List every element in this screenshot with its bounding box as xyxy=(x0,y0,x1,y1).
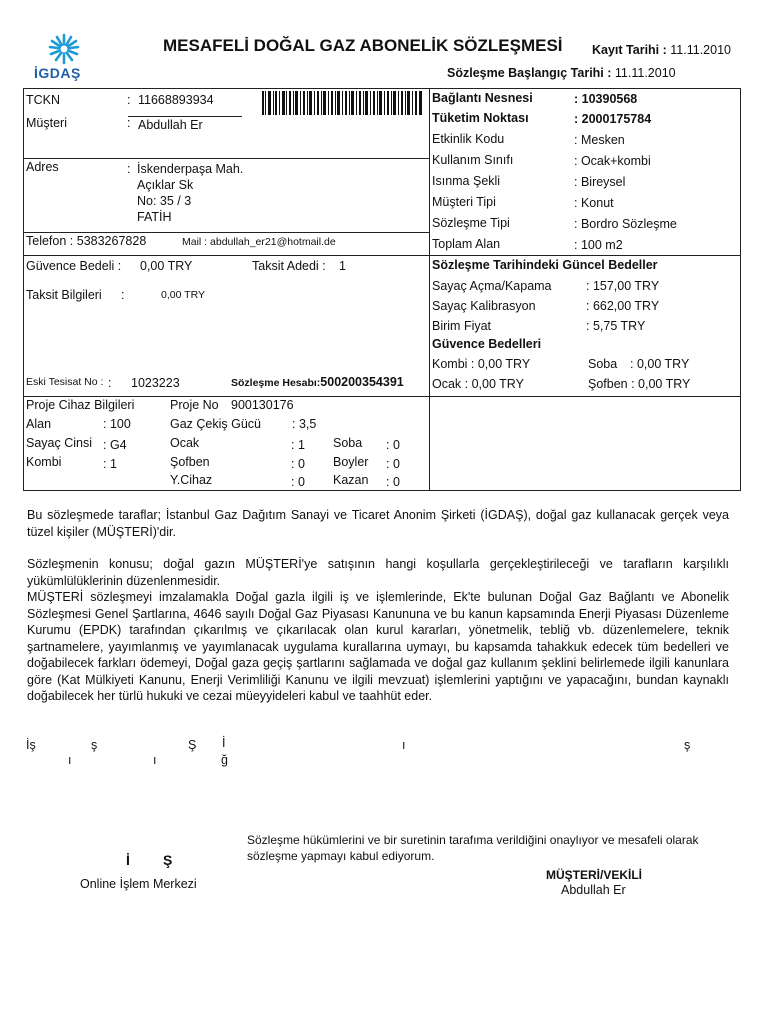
divider xyxy=(23,158,429,159)
toplam-alan-label: Toplam Alan xyxy=(432,237,501,251)
tuketim-label: Tüketim Noktası xyxy=(432,111,529,125)
residue-glyph: ş xyxy=(91,738,98,752)
logo-text: İGDAŞ xyxy=(34,65,81,81)
gaz-label: Gaz Çekiş Gücü xyxy=(170,417,262,431)
residue-glyph: ı xyxy=(153,753,157,767)
mail-label: Mail : xyxy=(182,236,208,248)
ycihaz-value: : 0 xyxy=(291,475,305,489)
barcode-icon xyxy=(262,91,422,115)
tuketim-number: 2000175784 xyxy=(581,112,652,126)
residue-glyph: İş xyxy=(26,738,36,752)
proje-title: Proje Cihaz Bilgileri xyxy=(26,398,135,412)
musteri-value: Abdullah Er xyxy=(138,118,203,132)
sig-glyph-left: Ş xyxy=(163,852,173,868)
fee-label: Birim Fiyat xyxy=(432,319,492,333)
sozlesme-hesabi-value: 500200354391 xyxy=(320,375,404,389)
residue-glyph: ı xyxy=(68,753,72,767)
mail-value: abdullah_er21@hotmail.de xyxy=(210,236,336,248)
taksit-adedi-value: 1 xyxy=(339,259,346,273)
kombi-label: Kombi xyxy=(26,455,62,469)
musteri-tipi-text: Konut xyxy=(580,196,614,210)
mail xyxy=(182,236,336,248)
etkinlik-text: Mesken xyxy=(580,133,625,147)
gaz-value: : 3,5 xyxy=(292,417,317,431)
fees-title: Sözleşme Tarihindeki Güncel Bedeller xyxy=(432,258,658,272)
telefon xyxy=(26,234,146,248)
guvence-soba-label: Soba xyxy=(588,357,618,371)
sayac-label: Sayaç Cinsi xyxy=(26,436,92,450)
telefon-value: 5383267828 xyxy=(76,234,147,248)
fee-value: : 5,75 TRY xyxy=(586,319,646,333)
kayit-tarihi xyxy=(592,43,731,57)
eski-tesisat-value: 1023223 xyxy=(131,376,180,390)
divider xyxy=(429,88,430,491)
sayac-value: : G4 xyxy=(103,438,127,452)
ocak-label: Ocak xyxy=(170,436,200,450)
eski-tesisat-label: Eski Tesisat No : xyxy=(26,376,104,388)
sozlesme-tipi-label: Sözleşme Tipi xyxy=(432,216,510,230)
boyler-label: Boyler xyxy=(333,455,369,469)
fee-value: : 157,00 TRY xyxy=(586,279,660,293)
sozlesme-hesabi-label: Sözleşme Hesabı: xyxy=(231,377,321,389)
gas-flame-logo-icon xyxy=(38,32,90,66)
musteri-tipi-label: Müşteri Tipi xyxy=(432,195,496,209)
baslangic-label: Sözleşme Başlangıç Tarihi : xyxy=(447,66,612,80)
guvence-soba-value: : 0,00 TRY xyxy=(630,357,690,371)
sozlesme-tipi-value: : Bordro Sözleşme xyxy=(574,217,677,231)
adres-line: FATİH xyxy=(137,210,172,224)
taksit-adedi-label: Taksit Adedi : xyxy=(252,259,326,273)
boyler-value: : 0 xyxy=(386,457,400,471)
fee-value: : 662,00 TRY xyxy=(586,299,660,313)
etkinlik-value: : Mesken xyxy=(574,133,625,147)
ocak-value: : 1 xyxy=(291,438,305,452)
page-title: MESAFELİ DOĞAL GAZ ABONELİK SÖZLEŞMESİ xyxy=(163,36,563,55)
telefon-label: Telefon : xyxy=(26,234,74,248)
residue-glyph: ı xyxy=(402,738,406,752)
kayit-value: 11.11.2010 xyxy=(670,43,731,57)
sofben-value: : 0 xyxy=(291,457,305,471)
fee-label: Sayaç Açma/Kapama xyxy=(432,279,552,293)
barcode xyxy=(262,91,422,115)
kullanim-value: : Ocak+kombi xyxy=(574,154,651,168)
divider xyxy=(23,255,741,256)
customer-role: MÜŞTERİ/VEKİLİ xyxy=(546,868,643,882)
kullanim-text: Ocak+kombi xyxy=(580,154,651,168)
baslangic-tarihi xyxy=(447,66,676,80)
alan-value: : 100 xyxy=(103,417,131,431)
kazan-value: : 0 xyxy=(386,475,400,489)
guvence-sofben: Şofben : 0,00 TRY xyxy=(588,377,691,391)
residue-glyph: İ xyxy=(222,736,226,750)
kazan-label: Kazan xyxy=(333,473,369,487)
guvence-ocak: Ocak : 0,00 TRY xyxy=(432,377,524,391)
colon: : xyxy=(127,162,131,176)
divider xyxy=(128,116,242,117)
residue-glyph: ş xyxy=(684,738,691,752)
guvence-bedeli-label: Güvence Bedeli : xyxy=(26,259,122,273)
sozlesme-tipi-text: Bordro Sözleşme xyxy=(580,217,677,231)
guvence-bedelleri-title: Güvence Bedelleri xyxy=(432,337,542,351)
online-islem-merkezi: Online İşlem Merkezi xyxy=(80,877,197,891)
baglanti-number: 10390568 xyxy=(581,92,638,106)
sozlesme-hesabi xyxy=(231,375,404,389)
adres-label: Adres xyxy=(26,160,59,174)
adres-line: Açıklar Sk xyxy=(137,178,194,192)
guvence-bedeli-value: 0,00 TRY xyxy=(140,259,193,273)
kombi-value: : 1 xyxy=(103,457,117,471)
sofben-label: Şofben xyxy=(170,455,210,469)
customer-signature-name: Abdullah Er xyxy=(561,883,626,897)
colon: : xyxy=(127,93,131,107)
proje-no-label: Proje No xyxy=(170,398,219,412)
colon: : xyxy=(127,116,131,130)
guvence-kombi: Kombi : 0,00 TRY xyxy=(432,357,531,371)
paragraph-parties: Bu sözleşmede taraflar; İstanbul Gaz Dağıtım Sanayi ve Ticaret Anonim Şirketi (İGDAŞ), doğal gaz kullanacak gerçek veya tüzel kişiler (MÜŞTERİ)'dir. xyxy=(27,508,729,539)
kayit-label: Kayıt Tarihi : xyxy=(592,43,667,57)
baslangic-value: 11.11.2010 xyxy=(614,66,676,80)
colon: : xyxy=(108,376,112,390)
isinma-label: Isınma Şekli xyxy=(432,174,501,188)
toplam-alan-text: 100 m2 xyxy=(580,238,623,252)
colon: : xyxy=(121,288,125,302)
isinma-value: : Bireysel xyxy=(574,175,626,189)
paragraph-subject: Sözleşmenin konusu; doğal gazın MÜŞTERİ'ye satışının hangi koşullarla gerçekleştirileceği ve tarafların karşılıklı yükümlülüklerinin düzenlenmesidir. xyxy=(27,557,729,588)
consent-text: Sözleşme hükümlerini ve bir suretinin tarafıma verildiğini onaylıyor ve mesafeli olarak sözleşme yapmayı kabul ediyorum. xyxy=(247,833,699,863)
fee-label: Sayaç Kalibrasyon xyxy=(432,299,536,313)
musteri-tipi-value: : Konut xyxy=(574,196,614,210)
kullanim-label: Kullanım Sınıfı xyxy=(432,153,514,167)
taksit-bilgileri-value: 0,00 TRY xyxy=(161,289,205,301)
soba-value: : 0 xyxy=(386,438,400,452)
adres-line: No: 35 / 3 xyxy=(137,194,192,208)
toplam-alan-value: : 100 m2 xyxy=(574,238,623,252)
isinma-text: Bireysel xyxy=(580,175,626,189)
adres-line: İskenderpaşa Mah. xyxy=(137,162,244,176)
tckn-label: TCKN xyxy=(26,93,61,107)
sig-glyph-left: İ xyxy=(126,852,130,868)
taksit-bilgileri-label: Taksit Bilgileri xyxy=(26,288,102,302)
alan-label: Alan xyxy=(26,417,52,431)
musteri-label: Müşteri xyxy=(26,116,67,130)
residue-glyph: ğ xyxy=(221,753,228,767)
ycihaz-label: Y.Cihaz xyxy=(170,473,213,487)
proje-no-value: 900130176 xyxy=(231,398,294,412)
baglanti-value: : 10390568 xyxy=(574,92,638,106)
tuketim-value: : 2000175784 xyxy=(574,112,652,126)
divider xyxy=(23,396,741,397)
igdas-logo xyxy=(34,32,90,82)
tckn-value: 11668893934 xyxy=(138,93,214,107)
soba-label: Soba xyxy=(333,436,363,450)
residue-glyph: Ş xyxy=(188,738,197,752)
etkinlik-label: Etkinlik Kodu xyxy=(432,132,505,146)
paragraph-obligations: MÜŞTERİ sözleşmeyi imzalamakla Doğal gazla ilgili iş ve işlemlerinde, Ek'te bulunan Doğal Gaz Bağlantı ve Abonelik Sözleşmesi Genel Şartlarına, 4646 sayılı Doğal Gaz Piyasası Kanununa ve bu kanun kapsamında Enerji Piyasası Düzenleme Kurumu (EPDK) tarafından çıkarılmış ve çıkarılacak olan kurul kararları, yönetmelik, tebliğ vb. düzenlemelere, teknik şartnamelere, yayımlanmış ve yayımlanacak uygulama kurallarına uymayı, bu kapsamda tahakkuk edecek tüm bedelleri ve doğabilecek farkları ödemeyi, Doğal gaza geçiş şartlarını sağlamada ve doğal gaz kullanım şeklini belirlemede ilgili kanunlara göre (Kat Mülkiyeti Kanunu, Enerji Verimliliği Kanunu ve ilgili mevzuat) işlemlerini yaptığını ve yapacağını, bundan kaynaklı doğabilecek her türlü hukuki ve cezai müeyyideleri kabul ve taahhüt eder. xyxy=(27,590,729,703)
divider xyxy=(23,232,429,233)
baglanti-label: Bağlantı Nesnesi xyxy=(432,91,533,105)
